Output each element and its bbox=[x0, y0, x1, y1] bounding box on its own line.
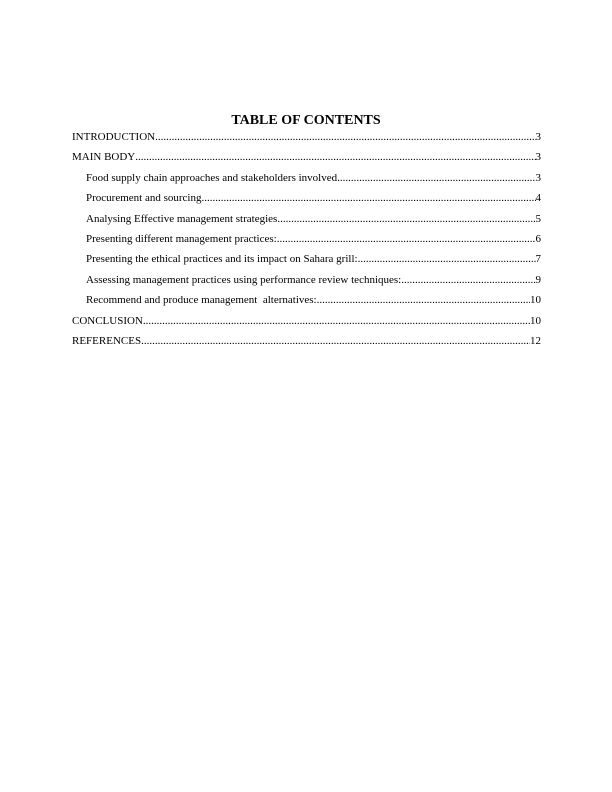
dot-leader bbox=[135, 150, 535, 164]
toc-entry-page-number: 3 bbox=[535, 171, 541, 184]
toc-entry-label: CONCLUSION bbox=[72, 314, 143, 327]
toc-entry-label: MAIN BODY bbox=[72, 151, 136, 164]
dot-leader bbox=[337, 171, 535, 185]
toc-entry-management-strategies[interactable] bbox=[72, 212, 541, 232]
toc-entry-label: Assessing management practices using performance review techniques: bbox=[86, 273, 402, 286]
toc-entry-performance-review[interactable] bbox=[72, 273, 541, 293]
dot-leader bbox=[358, 252, 536, 266]
toc-entry-main-body[interactable] bbox=[72, 150, 541, 170]
toc-entry-page-number: 10 bbox=[530, 294, 541, 307]
toc-entry-page-number: 10 bbox=[530, 314, 541, 327]
toc-entry-page-number: 5 bbox=[535, 212, 541, 225]
toc-entry-procurement[interactable] bbox=[72, 191, 541, 211]
toc-list bbox=[72, 130, 541, 354]
toc-entry-label: Procurement and sourcing bbox=[86, 192, 202, 205]
toc-entry-label: REFERENCES bbox=[72, 334, 142, 347]
dot-leader bbox=[277, 212, 535, 226]
toc-entry-page-number: 3 bbox=[535, 131, 541, 143]
toc-entry-page-number: 12 bbox=[530, 334, 541, 347]
toc-entry-label: INTRODUCTION bbox=[72, 131, 156, 143]
toc-entry-page-number: 9 bbox=[535, 273, 541, 286]
toc-title: TABLE OF CONTENTS bbox=[231, 113, 381, 128]
dot-leader bbox=[201, 191, 535, 205]
toc-entry-label: Presenting different management practices: bbox=[86, 232, 277, 245]
toc-entry-references[interactable] bbox=[72, 334, 541, 354]
toc-entry-ethical-practices[interactable] bbox=[72, 252, 541, 272]
toc-entry-page-number: 4 bbox=[535, 192, 541, 205]
toc-entry-page-number: 3 bbox=[535, 151, 541, 164]
dot-leader bbox=[155, 130, 535, 144]
toc-entry-conclusion[interactable] bbox=[72, 314, 541, 334]
toc-entry-management-practices[interactable] bbox=[72, 232, 541, 252]
dot-leader bbox=[401, 273, 535, 287]
toc-entry-label: Presenting the ethical practices and its impact on Sahara grill: bbox=[86, 253, 358, 266]
toc-entry-label: Recommend and produce management alternatives: bbox=[86, 294, 317, 307]
toc-entry-page-number: 6 bbox=[535, 232, 541, 245]
dot-leader bbox=[277, 232, 536, 246]
toc-entry-introduction[interactable] bbox=[72, 130, 541, 150]
dot-leader bbox=[141, 334, 530, 348]
toc-entry-food-supply-chain[interactable] bbox=[72, 171, 541, 191]
toc-entry-label: Analysing Effective management strategies bbox=[86, 212, 278, 225]
toc-entry-page-number: 7 bbox=[535, 253, 541, 266]
dot-leader bbox=[317, 293, 530, 307]
toc-entry-label: Food supply chain approaches and stakeholders involved bbox=[86, 171, 338, 184]
toc-entry-management-alternatives[interactable] bbox=[72, 293, 541, 313]
dot-leader bbox=[143, 314, 530, 328]
